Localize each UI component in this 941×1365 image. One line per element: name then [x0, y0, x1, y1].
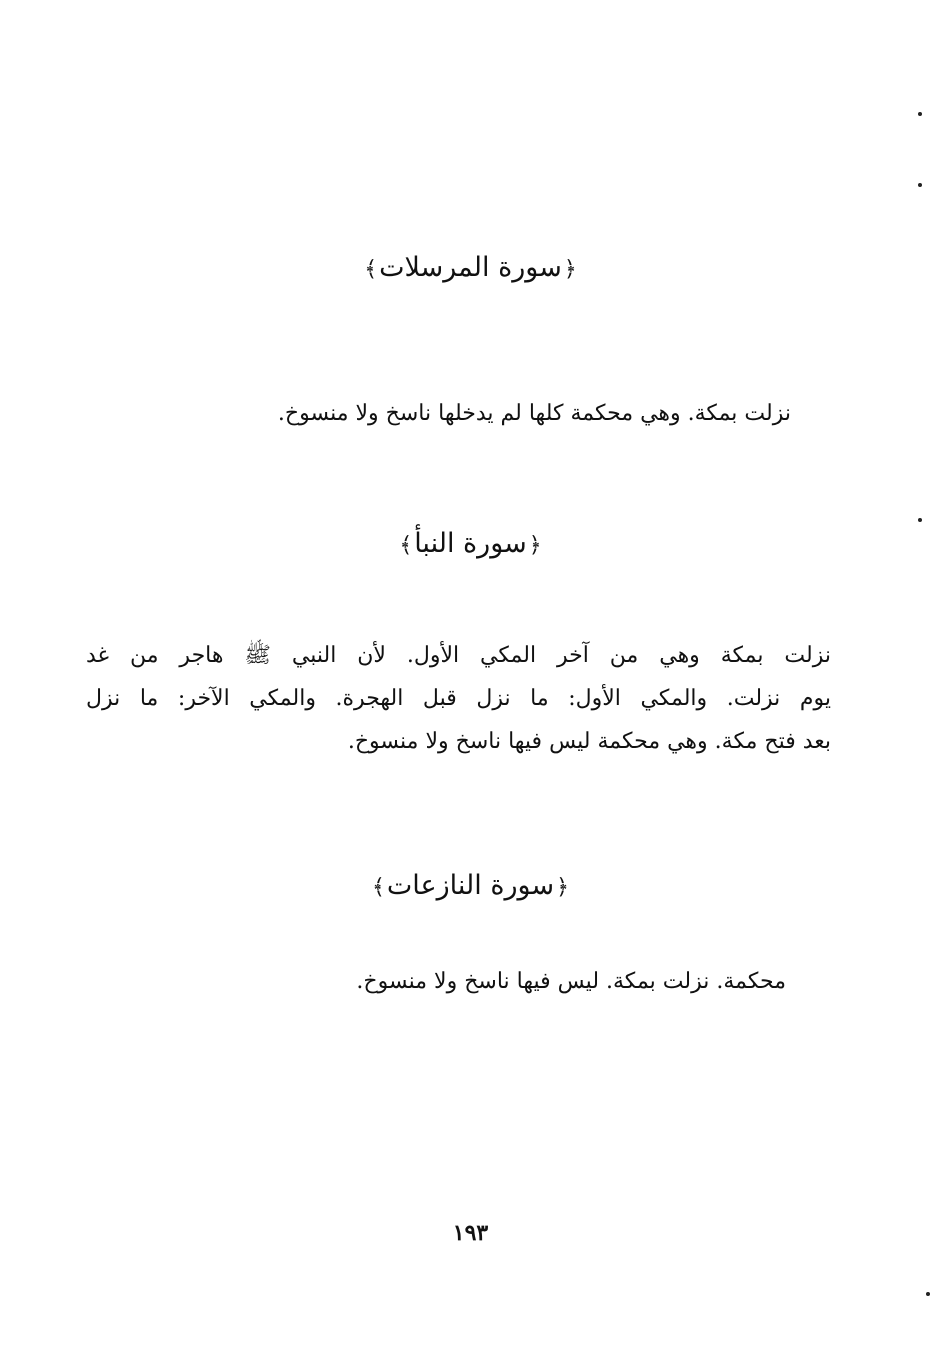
ornament-close: ﴾	[364, 257, 378, 282]
paragraph-line: نزلت بمكة. وهي محكمة كلها لم يدخلها ناسخ ولا منسوخ.	[277, 401, 791, 426]
paragraph-line: نزلت بمكة وهي من آخر المكي الأول. لأن النبي ﷺ هاجر من غد	[86, 643, 831, 668]
surah-paragraph-naziat	[186, 960, 786, 1003]
surah-heading-naba	[0, 524, 941, 566]
scan-speck	[918, 518, 922, 522]
ornament-open: ﴿	[563, 257, 577, 282]
scan-speck	[918, 112, 922, 116]
surah-heading-mursalat	[0, 248, 941, 290]
surah-title: سورة النبأ	[414, 528, 527, 559]
surah-paragraph-mursalat	[151, 392, 791, 435]
surah-title: سورة المرسلات	[379, 252, 562, 283]
scan-speck	[926, 1292, 930, 1296]
ornament-open: ﴿	[528, 533, 542, 558]
surah-title: سورة النازعات	[386, 870, 555, 901]
ornament-close: ﴾	[371, 875, 385, 900]
scan-speck	[918, 183, 922, 187]
ornament-close: ﴾	[399, 533, 413, 558]
ornament-open: ﴿	[556, 875, 569, 900]
surah-heading-naziat	[0, 866, 941, 908]
page-number: ١٩٣	[452, 1220, 489, 1246]
paragraph-line: محكمة. نزلت بمكة. ليس فيها ناسخ ولا منسوخ.	[356, 969, 786, 994]
surah-paragraph-naba	[86, 634, 831, 763]
paragraph-line: بعد فتح مكة. وهي محكمة ليس فيها ناسخ ولا منسوخ.	[347, 729, 831, 754]
paragraph-line: يوم نزلت. والمكي الأول: ما نزل قبل الهجرة. والمكي الآخر: ما نزل	[86, 686, 831, 711]
